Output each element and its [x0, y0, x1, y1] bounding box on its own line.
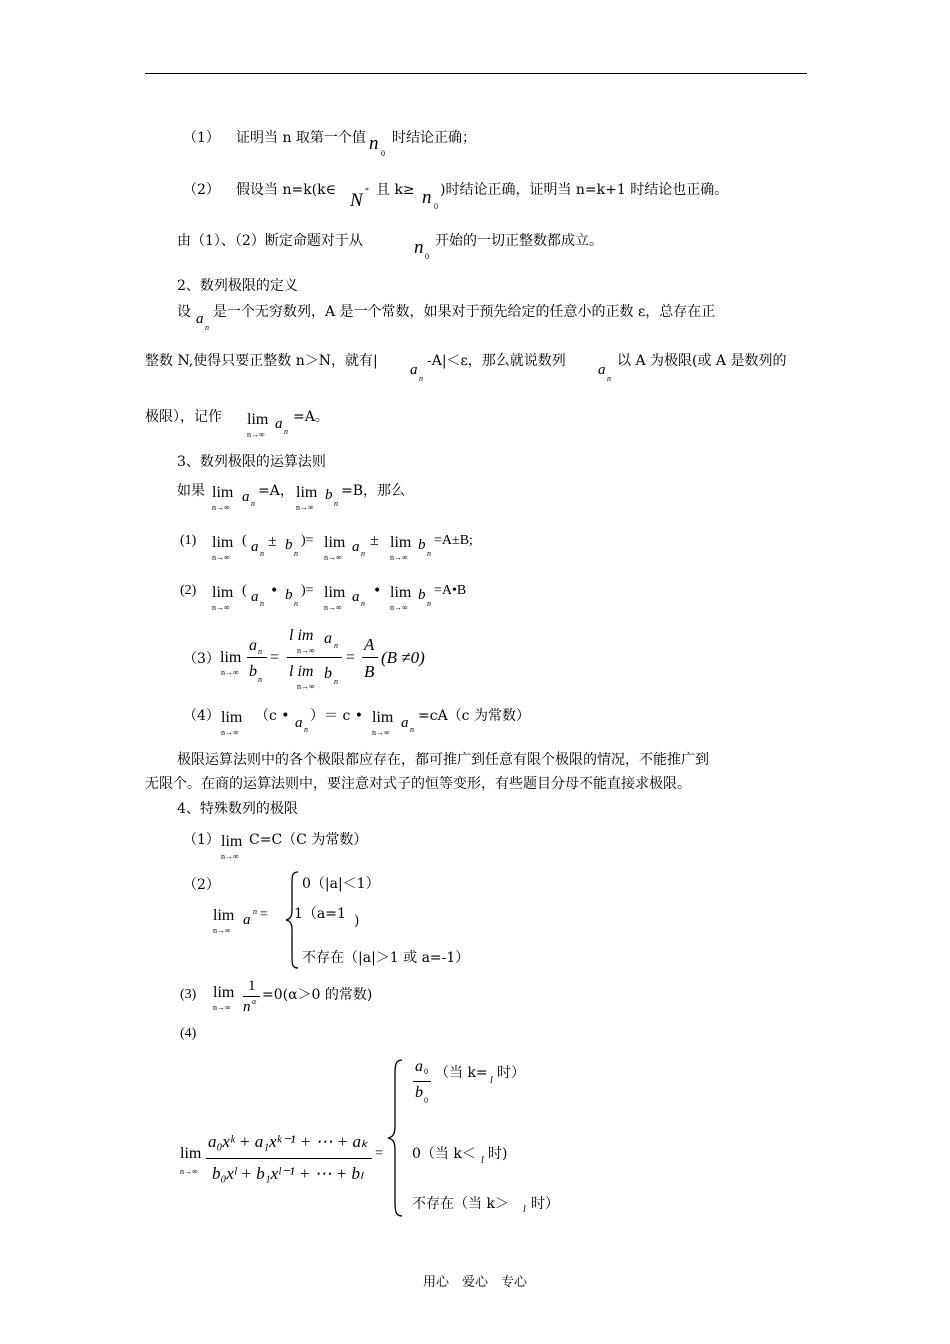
rule1-b2-sub: n [427, 549, 431, 558]
rule2-lim1: lim [212, 584, 234, 601]
sec3-if-a: a [242, 489, 250, 505]
rule3-number: （3） [183, 651, 220, 667]
item2-n0-sub: 0 [434, 202, 438, 211]
sec2-a2-sub: n [419, 374, 423, 383]
rule3-lim-den-b-sub: n [334, 677, 338, 686]
sec2-a4: a [275, 416, 283, 432]
sec3-if-b-sub: n [334, 499, 338, 508]
rule4-lp: （c • [255, 708, 290, 724]
sec4-s2-sup: n [253, 907, 257, 916]
conclusion-after: 开始的一切正整数都成立。 [435, 233, 603, 249]
sec4-s4-case1a: （当 k= [435, 1065, 488, 1081]
sec4-heading: 4、特殊数列的极限 [177, 801, 298, 817]
item1-n0: n [369, 133, 379, 154]
header-rule [145, 73, 807, 74]
sec2-line3-start: 极限），记作 [145, 409, 222, 425]
rule3-lim-den: l im [289, 663, 314, 680]
rule1-rp: )= [301, 533, 314, 548]
sec2-line2-end: 以 A 为极限(或 A 是数列的 [617, 353, 787, 369]
sec4-s4-case3-l: l [523, 1204, 526, 1215]
rule4-a2: a [401, 715, 409, 731]
sec3-if-lim-a: lim [212, 484, 234, 501]
sec4-s2-number: （2） [183, 877, 220, 893]
sec4-s4-brace [386, 1058, 404, 1218]
rule2-lim3: lim [390, 584, 412, 601]
sec2-a3: a [598, 362, 606, 378]
rule3-lim-num: l im [289, 627, 314, 644]
rule2-lim2-sub: n→∞ [324, 603, 342, 612]
item2-N-sup: * [365, 186, 369, 195]
item1-number: （1） [183, 130, 220, 146]
sec4-s2-case2a: 1（a=1 [294, 906, 346, 922]
rule1-b2: b [418, 537, 426, 553]
rule1-result: =A±B; [434, 533, 473, 548]
sec4-s4-lim-sub: n→∞ [180, 1167, 198, 1176]
rule4-a2-sub: n [410, 725, 414, 734]
sec2-a2: a [410, 362, 418, 378]
rule3-lim: lim [220, 649, 242, 666]
sec4-s4-a0-sub: 0 [424, 1067, 428, 1076]
sec4-s2-a: a [243, 912, 251, 928]
sec4-s3-n: n [243, 999, 251, 1015]
sec3-if-lim-b: lim [296, 484, 318, 501]
sec4-s4-case1-l: l [490, 1075, 493, 1086]
rule4-number: （4） [183, 708, 220, 724]
rule3-lim-den-sub: n→∞ [297, 682, 315, 691]
sec3-note-line2: 无限个。在商的运算法则中，要注意对式子的恒等变形，有些题目分母不能直接求极限。 [145, 776, 691, 792]
sec4-s4-numerator: a₀xᵏ + a₁xᵏ⁻¹ + ⋯ + aₖ [208, 1132, 369, 1151]
sec4-s4-case1b: 时） [497, 1065, 525, 1081]
rule1-number: (1) [180, 533, 197, 548]
sec4-s4-fraction-bar [206, 1158, 372, 1159]
item2-number: （2） [183, 182, 220, 198]
rule2-lim1-sub: n→∞ [212, 603, 230, 612]
item2-N: N [350, 190, 363, 211]
rule1-lim3-sub: n→∞ [390, 553, 408, 562]
sec3-note-line1: 极限运算法则中的各个极限都应存在，都可推广到任意有限个极限的情况，不能推广到 [177, 752, 709, 768]
rule4-result: =cA（c 为常数） [418, 708, 530, 724]
rule3-fraction-bar-2 [287, 657, 342, 658]
sec4-s1-lim: lim [221, 833, 243, 850]
item1-after: 时结论正确； [392, 130, 476, 146]
rule1-lim3: lim [390, 534, 412, 551]
rule1-lp: ( [242, 533, 247, 548]
sec2-line2-start: 整数 N,使得只要正整数 n＞N，就有| [145, 353, 378, 369]
rule2-lp: ( [242, 583, 247, 598]
rule1-lim1: lim [212, 534, 234, 551]
rule2-lim3-sub: n→∞ [390, 603, 408, 612]
item1-text: 证明当 n 取第一个值 [236, 130, 366, 146]
rule1-a: a [251, 539, 259, 555]
item2-n0: n [422, 187, 432, 208]
sec2-heading: 2、数列极限的定义 [177, 278, 298, 294]
sec4-s3-lim-sub: n→∞ [213, 1003, 231, 1012]
rule4-a-sub: n [304, 725, 308, 734]
rule2-a2: a [352, 589, 360, 605]
sec3-heading: 3、数列极限的运算法则 [177, 454, 326, 470]
rule2-dot: • [270, 583, 279, 599]
sec4-s4-case3b: 时） [531, 1196, 559, 1212]
sec4-s3-result: =0(α＞0 的常数) [262, 987, 373, 1003]
rule4-lim1-sub: n→∞ [221, 728, 239, 737]
rule3-lim-num-a-sub: n [334, 641, 338, 650]
sec2-a-sub: n [205, 323, 209, 332]
rule2-b-sub: n [294, 599, 298, 608]
rule2-b2: b [418, 587, 426, 603]
rule4-lim1: lim [221, 709, 243, 726]
rule1-a-sub: n [260, 549, 264, 558]
rule3-eq2: = [346, 649, 356, 666]
sec4-s3-lim: lim [213, 984, 235, 1001]
rule4-a: a [295, 715, 303, 731]
conclusion-n0-sub: 0 [425, 252, 429, 261]
sec4-s4-case2-l: l [481, 1155, 484, 1166]
sec4-s2-lim: lim [213, 907, 235, 924]
sec4-s1-lim-sub: n→∞ [221, 852, 239, 861]
sec3-if: 如果 [177, 483, 205, 499]
rule2-b: b [285, 587, 293, 603]
rule2-b2-sub: n [427, 599, 431, 608]
rule1-lim2: lim [324, 534, 346, 551]
rule3-lim-num-a: a [324, 630, 332, 647]
sec4-s1-result: C=C（C 为常数） [249, 832, 368, 848]
rule1-b-sub: n [294, 549, 298, 558]
sec4-s2-eq: = [260, 907, 268, 922]
sec3-if-lim-b-sub: n→∞ [296, 503, 314, 512]
sec4-s4-b0: b [415, 1084, 423, 1101]
rule4-lim2-sub: n→∞ [372, 728, 390, 737]
sec4-s2-case1: 0（|a|＜1） [302, 876, 380, 892]
item2-after: )时结论正确，证明当 n=k+1 时结论也正确。 [440, 182, 729, 198]
page-footer: 用心 爱心 专心 [422, 1275, 527, 1290]
rule3-lim-den-b: b [324, 665, 332, 682]
sec4-s4-denominator: b₀xˡ + b₁xˡ⁻¹ + ⋯ + bₗ [212, 1164, 363, 1183]
rule3-condition: (B ≠0) [381, 648, 425, 667]
sec4-s4-case1-bar [413, 1081, 431, 1082]
item2-mid: 且 k≥ [376, 182, 415, 198]
sec3-if-eqA: =A， [258, 483, 294, 499]
sec3-if-eqB: =B，那么 [341, 483, 406, 499]
rule2-number: (2) [180, 583, 197, 598]
rule1-lim2-sub: n→∞ [324, 553, 342, 562]
rule3-num-a-sub: n [258, 647, 262, 656]
sec4-s3-one: 1 [248, 978, 256, 994]
rule3-lim-sub: n→∞ [221, 668, 239, 677]
rule3-fraction-bar [247, 657, 267, 658]
sec3-if-lim-a-sub: n→∞ [212, 503, 230, 512]
sec4-s4-eq: = [375, 1146, 383, 1161]
rule3-A: A [364, 635, 375, 654]
rule2-a-sub: n [260, 599, 264, 608]
rule3-B: B [364, 662, 375, 681]
sec4-s2-lim-sub: n→∞ [213, 926, 231, 935]
rule3-lim-num-sub: n→∞ [297, 646, 315, 655]
conclusion-n0: n [414, 237, 424, 258]
rule1-a2: a [352, 539, 360, 555]
item1-n0-sub: 0 [381, 149, 385, 158]
sec4-s4-lim: lim [180, 1145, 202, 1162]
rule2-rp: )= [301, 583, 314, 598]
rule3-num-a: a [249, 637, 257, 654]
sec2-lim-sub: n→∞ [247, 430, 265, 439]
sec4-s4-case2b: 时) [488, 1146, 508, 1162]
sec2-a: a [196, 311, 204, 327]
rule3-den-b-sub: n [258, 675, 262, 684]
sec2-line1-start: 设 [177, 304, 191, 320]
rule3-fraction-bar-3 [362, 657, 378, 658]
sec4-s2-case2b: ) [354, 913, 360, 929]
sec2-lim: lim [247, 411, 269, 428]
sec2-line3-end: =A。 [293, 409, 329, 425]
sec2-a3-sub: n [607, 374, 611, 383]
rule4-rp: ）＝ c • [310, 708, 363, 724]
sec3-if-b: b [325, 487, 333, 503]
rule3-eq1: = [270, 649, 280, 666]
sec4-s2-case3: 不存在（|a|＞1 或 a=-1） [302, 950, 470, 966]
rule4-lim2: lim [372, 709, 394, 726]
sec2-line1-rest: 是一个无穷数列，A 是一个常数，如果对于预先给定的任意小的正数 ε，总存在正 [213, 304, 716, 320]
sec3-if-a-sub: n [251, 499, 255, 508]
sec4-s3-alpha: α [252, 997, 257, 1006]
rule1-lim1-sub: n→∞ [212, 553, 230, 562]
rule1-b: b [285, 537, 293, 553]
rule2-result: =A•B [434, 583, 467, 598]
rule3-den-b: b [249, 663, 257, 680]
sec2-line2-mid: -A|＜ε，那么就说数列 [427, 353, 566, 369]
sec4-s4-case2a: 0（当 k＜ [412, 1146, 476, 1162]
rule2-lim2: lim [324, 584, 346, 601]
sec4-s1-number: （1） [183, 832, 220, 848]
rule2-a2-sub: n [361, 599, 365, 608]
item2-text: 假设当 n=k(k∈ [236, 182, 336, 198]
rule2-dot2: • [373, 583, 382, 599]
sec2-a4-sub: n [284, 427, 288, 436]
rule1-pm: ± [268, 533, 277, 550]
conclusion-before: 由（1）、（2）断定命题对于从 [177, 233, 363, 249]
sec4-s4-number: (4) [180, 1026, 197, 1041]
sec4-s4-b0-sub: 0 [424, 1096, 428, 1105]
rule2-a: a [251, 589, 259, 605]
sec4-s4-case3a: 不存在（当 k＞ [412, 1196, 509, 1212]
rule1-pm2: ± [370, 532, 379, 549]
sec4-s4-a0: a [415, 1058, 423, 1075]
rule1-a2-sub: n [361, 549, 365, 558]
sec4-s3-number: (3) [180, 987, 197, 1002]
